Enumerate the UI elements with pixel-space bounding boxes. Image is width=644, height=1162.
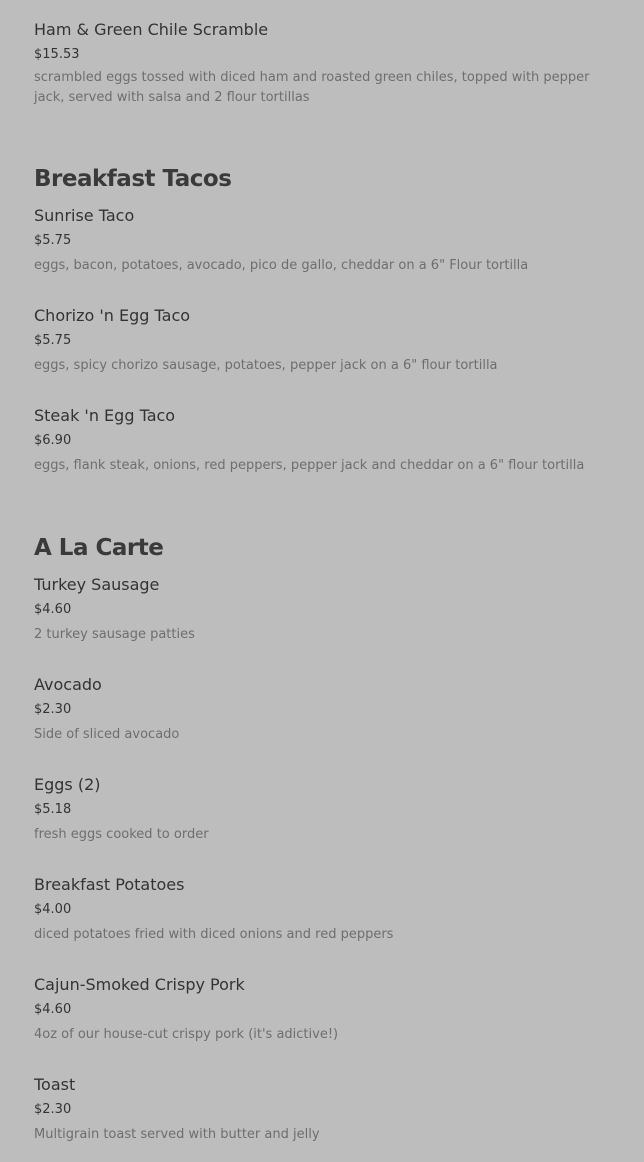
item-name: Chorizo 'n Egg Taco	[34, 306, 191, 325]
item-description: eggs, flank steak, onions, red peppers, pepper jack and cheddar on a 6" flour tortilla	[34, 458, 585, 473]
item-name: Ham & Green Chile Scramble	[34, 20, 269, 39]
item-price: $4.60	[34, 602, 72, 617]
item-description: scrambled eggs tossed with diced ham and roasted green chiles, topped with pepper jack, served with salsa and 2 flour tortillas	[34, 70, 590, 105]
item-description: Side of sliced avocado	[34, 727, 180, 742]
item-price: $2.30	[34, 702, 72, 717]
menu-item[interactable]	[34, 406, 624, 476]
menu-item[interactable]	[34, 1075, 624, 1145]
item-description: eggs, spicy chorizo sausage, potatoes, pepper jack on a 6" flour tortilla	[34, 358, 498, 373]
menu-item[interactable]	[34, 775, 624, 845]
item-name: Sunrise Taco	[34, 206, 135, 225]
item-price: $6.90	[34, 433, 72, 448]
item-description: diced potatoes fried with diced onions and red peppers	[34, 927, 394, 942]
item-price: $5.75	[34, 233, 72, 248]
item-name: Breakfast Potatoes	[34, 875, 185, 894]
section-title: A La Carte	[34, 535, 164, 561]
item-name: Turkey Sausage	[34, 575, 160, 594]
item-name: Avocado	[34, 675, 102, 694]
item-name: Steak 'n Egg Taco	[34, 406, 176, 425]
section-title: Breakfast Tacos	[34, 166, 232, 192]
item-price: $4.60	[34, 1002, 72, 1017]
item-price: $5.18	[34, 802, 72, 817]
item-description: Multigrain toast served with butter and jelly	[34, 1127, 320, 1142]
item-description: 4oz of our house-cut crispy pork (it's adictive!)	[34, 1027, 339, 1042]
item-name: Eggs (2)	[34, 775, 101, 794]
menu-item[interactable]	[34, 875, 624, 945]
item-description: fresh eggs cooked to order	[34, 827, 209, 842]
menu-item[interactable]	[34, 206, 624, 276]
menu-item[interactable]	[34, 675, 624, 745]
item-description: 2 turkey sausage patties	[34, 627, 195, 642]
item-description: eggs, bacon, potatoes, avocado, pico de gallo, cheddar on a 6" Flour tortilla	[34, 258, 529, 273]
menu-item[interactable]	[34, 306, 624, 376]
item-price: $15.53	[34, 47, 80, 62]
item-price: $4.00	[34, 902, 72, 917]
menu-page	[34, 0, 624, 1145]
menu-item[interactable]	[34, 575, 624, 645]
item-price: $5.75	[34, 333, 72, 348]
item-name: Cajun-Smoked Crispy Pork	[34, 975, 245, 994]
item-name: Toast	[34, 1075, 76, 1094]
menu-item[interactable]	[34, 20, 624, 108]
item-price: $2.30	[34, 1102, 72, 1117]
menu-item[interactable]	[34, 975, 624, 1045]
